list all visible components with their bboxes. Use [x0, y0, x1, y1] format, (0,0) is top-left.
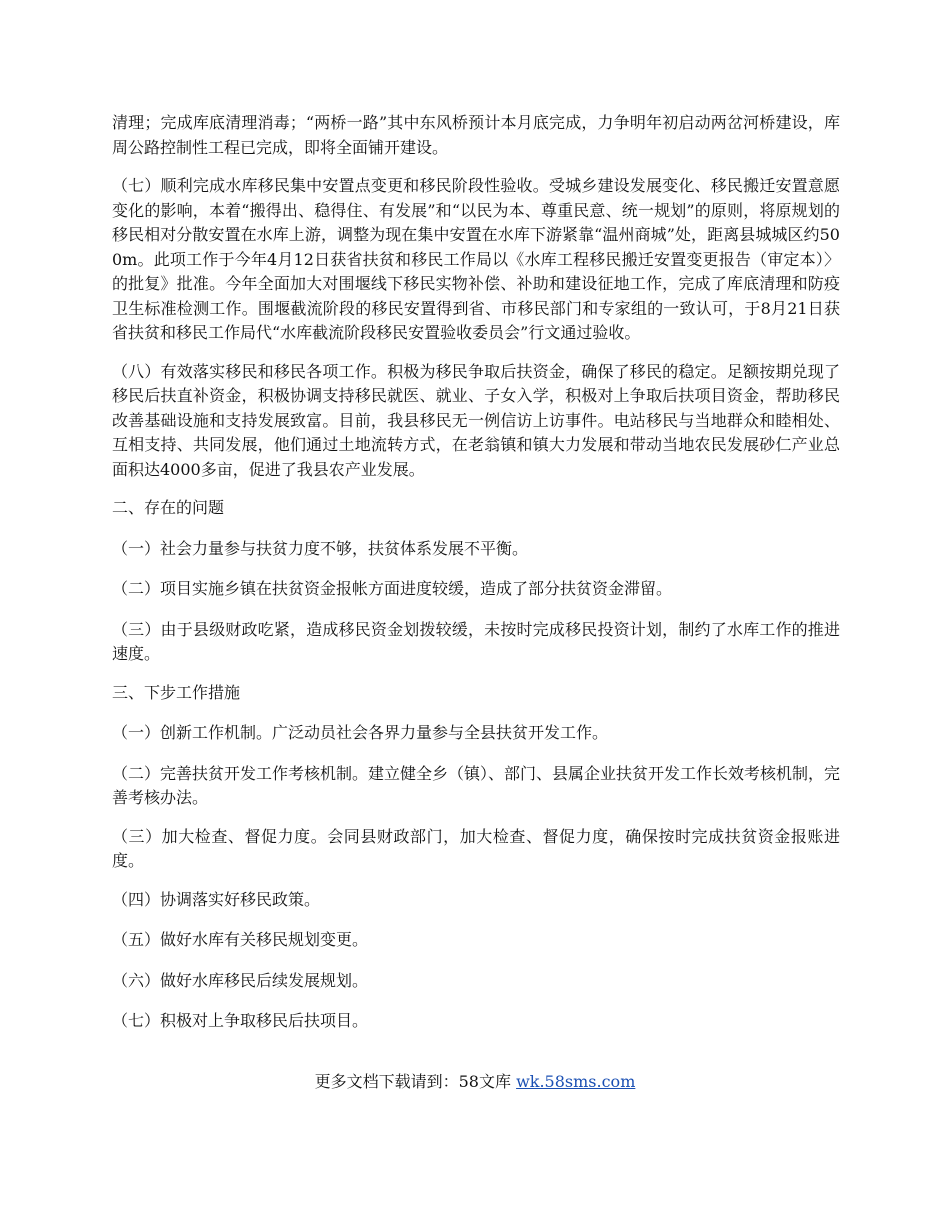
footer-text: 更多文档下载请到：58文库	[314, 1072, 517, 1091]
paragraph-item-7: （七）顺利完成水库移民集中安置点变更和移民阶段性验收。受城乡建设发展变化、移民搬迁安置意愿变化的影响，本着“搬得出、稳得住、有发展”和“以民为本、尊重民意、统一规划”的原则，将原规划的移民相对分散安置在水库上游，调整为现在集中安置在水库下游紧靠“温州商城”处，距离县城城区约500m。此项工作于今年4月12日获省扶贫和移民工作局以《水库工程移民搬迁安置变更报告（审定本）〉的批复》批准。今年全面加大对围堰线下移民实物补偿、补助和建设征地工作，完成了库底清理和防疫卫生标准检测工作。围堰截流阶段的移民安置得到省、市移民部门和专家组的一致认可，于8月21日获省扶贫和移民工作局代“水库截流阶段移民安置验收委员会”行文通过验收。	[112, 176, 840, 342]
footer-link[interactable]: wk.58sms.com	[516, 1072, 636, 1091]
section-heading-next-steps: 三、下步工作措施	[112, 682, 241, 702]
download-footer	[0, 1071, 950, 1093]
measure-item-3: （三）加大检查、督促力度。会同县财政部门，加大检查、督促力度，确保按时完成扶贫资金报账进度。	[112, 826, 840, 870]
paragraph-continuation: 清理；完成库底清理消毒；“两桥一路”其中东风桥预计本月底完成，力争明年初启动两岔河桥建设，库周公路控制性工程已完成，即将全面铺开建设。	[112, 113, 840, 157]
section-heading-problems: 二、存在的问题	[112, 498, 225, 517]
measure-item-2: （二）完善扶贫开发工作考核机制。建立健全乡（镇）、部门、县属企业扶贫开发工作长效考核机制，完善考核办法。	[112, 763, 841, 807]
measure-item-6: （六）做好水库移民后续发展规划。	[112, 970, 369, 990]
document-body	[112, 111, 840, 1050]
problem-item-1: （一）社会力量参与扶贫力度不够，扶贫体系发展不平衡。	[112, 538, 529, 558]
measure-item-1: （一）创新工作机制。广泛动员社会各界力量参与全县扶贫开发工作。	[112, 723, 609, 742]
measure-item-7: （七）积极对上争取移民后扶项目。	[112, 1011, 369, 1030]
measure-item-5: （五）做好水库有关移民规划变更。	[112, 930, 369, 949]
problem-item-3: （三）由于县级财政吃紧，造成移民资金划拨较缓，未按时完成移民投资计划，制约了水库工作的推进速度。	[112, 619, 840, 663]
paragraph-item-8: （八）有效落实移民和移民各项工作。积极为移民争取后扶资金，确保了移民的稳定。足额按期兑现了移民后扶直补资金，积极协调支持移民就医、就业、子女入学，积极对上争取后扶项目资金，帮助移民改善基础设施和支持发展致富。目前，我县移民无一例信访上访事件。电站移民与当地群众和睦相处、互相支持、共同发展，他们通过土地流转方式，在老翁镇和镇大力发展和带动当地农民发展砂仁产业总面积达4000多亩，促进了我县农产业发展。	[112, 361, 840, 479]
measure-item-4: （四）协调落实好移民政策。	[112, 889, 321, 909]
problem-item-2: （二）项目实施乡镇在扶贫资金报帐方面进度较缓，造成了部分扶贫资金滞留。	[112, 579, 673, 598]
